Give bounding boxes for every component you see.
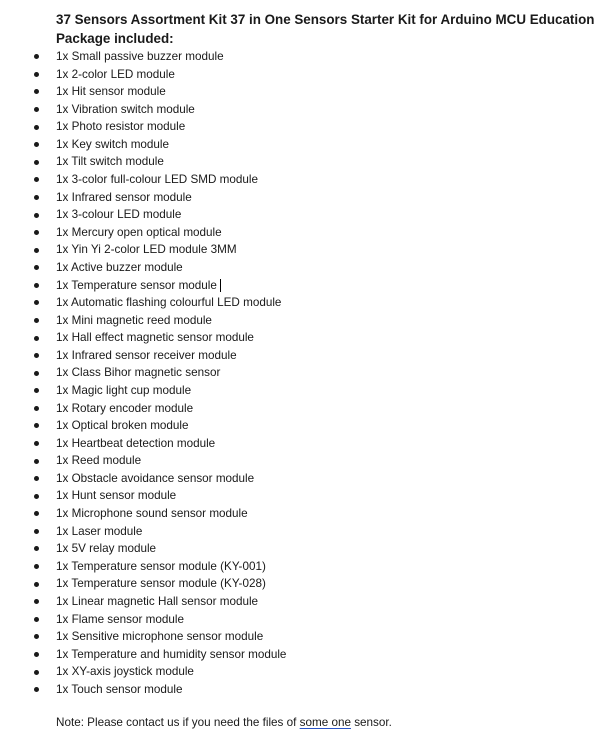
note-suffix: sensor. [350, 716, 392, 729]
list-item-text: 1x Magic light cup module [56, 383, 192, 397]
list-item-text: 1x Temperature sensor module (KY-028) [56, 577, 266, 591]
list-item-text: 1x Optical broken module [56, 419, 189, 433]
bullet-icon [34, 160, 39, 165]
bullet-icon [34, 248, 39, 253]
list-item-text: 1x Mini magnetic reed module [56, 313, 212, 327]
list-item-text: 1x Heartbeat detection module [56, 436, 216, 450]
bullet-icon [34, 582, 39, 587]
note-link[interactable]: some one [299, 716, 351, 729]
list-item-text: 1x Temperature sensor module (KY-001) [56, 559, 266, 573]
bullet-icon [34, 634, 39, 639]
bullet-icon [34, 546, 39, 551]
bullet-icon [34, 177, 39, 182]
list-item-text: 1x Microphone sound sensor module [56, 507, 248, 521]
list-item-text: 1x Vibration switch module [56, 102, 195, 116]
bullet-icon [34, 564, 39, 569]
package-heading: Package included: [56, 31, 174, 46]
text-cursor [220, 279, 221, 292]
document-title: 37 Sensors Assortment Kit 37 in One Sensors Starter Kit for Arduino MCU Education [56, 12, 595, 27]
list-item-text: 1x 3-color full-colour LED SMD module [56, 173, 259, 187]
bullet-icon [34, 283, 39, 288]
contact-note [56, 714, 392, 731]
bullet-icon [34, 195, 39, 200]
bullet-icon [34, 125, 39, 130]
list-item-text: 1x Hunt sensor module [56, 489, 177, 503]
bullet-icon [34, 89, 39, 94]
list-item-text: 1x Hit sensor module [56, 85, 166, 99]
bullet-icon [34, 441, 39, 446]
bullet-icon [34, 388, 39, 393]
bullet-icon [34, 459, 39, 464]
list-item-text: 1x Laser module [56, 524, 143, 538]
bullet-icon [34, 318, 39, 323]
bullet-icon [34, 687, 39, 692]
bullet-icon [34, 511, 39, 516]
list-item-text: 1x Sensitive microphone sensor module [56, 630, 264, 644]
bullet-icon [34, 476, 39, 481]
list-item-text: 1x Rotary encoder module [56, 401, 194, 415]
list-item-text: 1x Key switch module [56, 137, 170, 151]
note-text: Note: Please contact us if you need the files of [56, 716, 300, 729]
bullet-icon [34, 494, 39, 499]
list-item-text: 1x Infrared sensor module [56, 190, 192, 204]
list-item-text: 1x 3-colour LED module [56, 208, 182, 222]
list-item-text: 1x Reed module [56, 454, 142, 468]
bullet-icon [34, 670, 39, 675]
bullet-icon [34, 371, 39, 376]
list-item-text: 1x Active buzzer module [56, 260, 183, 274]
bullet-icon [34, 230, 39, 235]
list-item-text: 1x 5V relay module [56, 542, 157, 556]
bullet-icon [34, 300, 39, 305]
list-item-text: 1x Yin Yi 2-color LED module 3MM [56, 243, 237, 257]
bullet-icon [34, 353, 39, 358]
bullet-icon [34, 599, 39, 604]
list-item-text: 1x 2-color LED module [56, 67, 175, 81]
bullet-icon [34, 142, 39, 147]
bullet-icon [34, 529, 39, 534]
bullet-icon [34, 72, 39, 77]
bullet-icon [34, 652, 39, 657]
bullet-icon [34, 406, 39, 411]
bullet-icon [34, 54, 39, 59]
list-item-text: 1x Automatic flashing colourful LED module [56, 296, 282, 310]
bullet-icon [34, 423, 39, 428]
list-item-text: 1x Touch sensor module [56, 682, 183, 696]
list-item-text: 1x XY-axis joystick module [56, 665, 194, 679]
list-item-text: 1x Obstacle avoidance sensor module [56, 471, 255, 485]
bullet-icon [34, 107, 39, 112]
bullet-icon [34, 265, 39, 270]
list-item-text: 1x Temperature sensor module [56, 278, 217, 292]
list-item-text: 1x Infrared sensor receiver module [56, 348, 237, 362]
list-item-text: 1x Tilt switch module [56, 155, 164, 169]
list-item-text: 1x Class Bihor magnetic sensor [56, 366, 221, 380]
list-item-text: 1x Small passive buzzer module [56, 50, 224, 63]
list-item-text: 1x Photo resistor module [56, 120, 186, 134]
list-item-text: 1x Temperature and humidity sensor module [56, 647, 287, 661]
list-item-text: 1x Linear magnetic Hall sensor module [56, 594, 259, 608]
bullet-icon [34, 617, 39, 622]
list-item-text: 1x Flame sensor module [56, 612, 184, 626]
bullet-icon [34, 213, 39, 218]
bullet-icon [34, 336, 39, 341]
list-item-text: 1x Hall effect magnetic sensor module [56, 331, 254, 345]
list-item-text: 1x Mercury open optical module [56, 225, 222, 239]
